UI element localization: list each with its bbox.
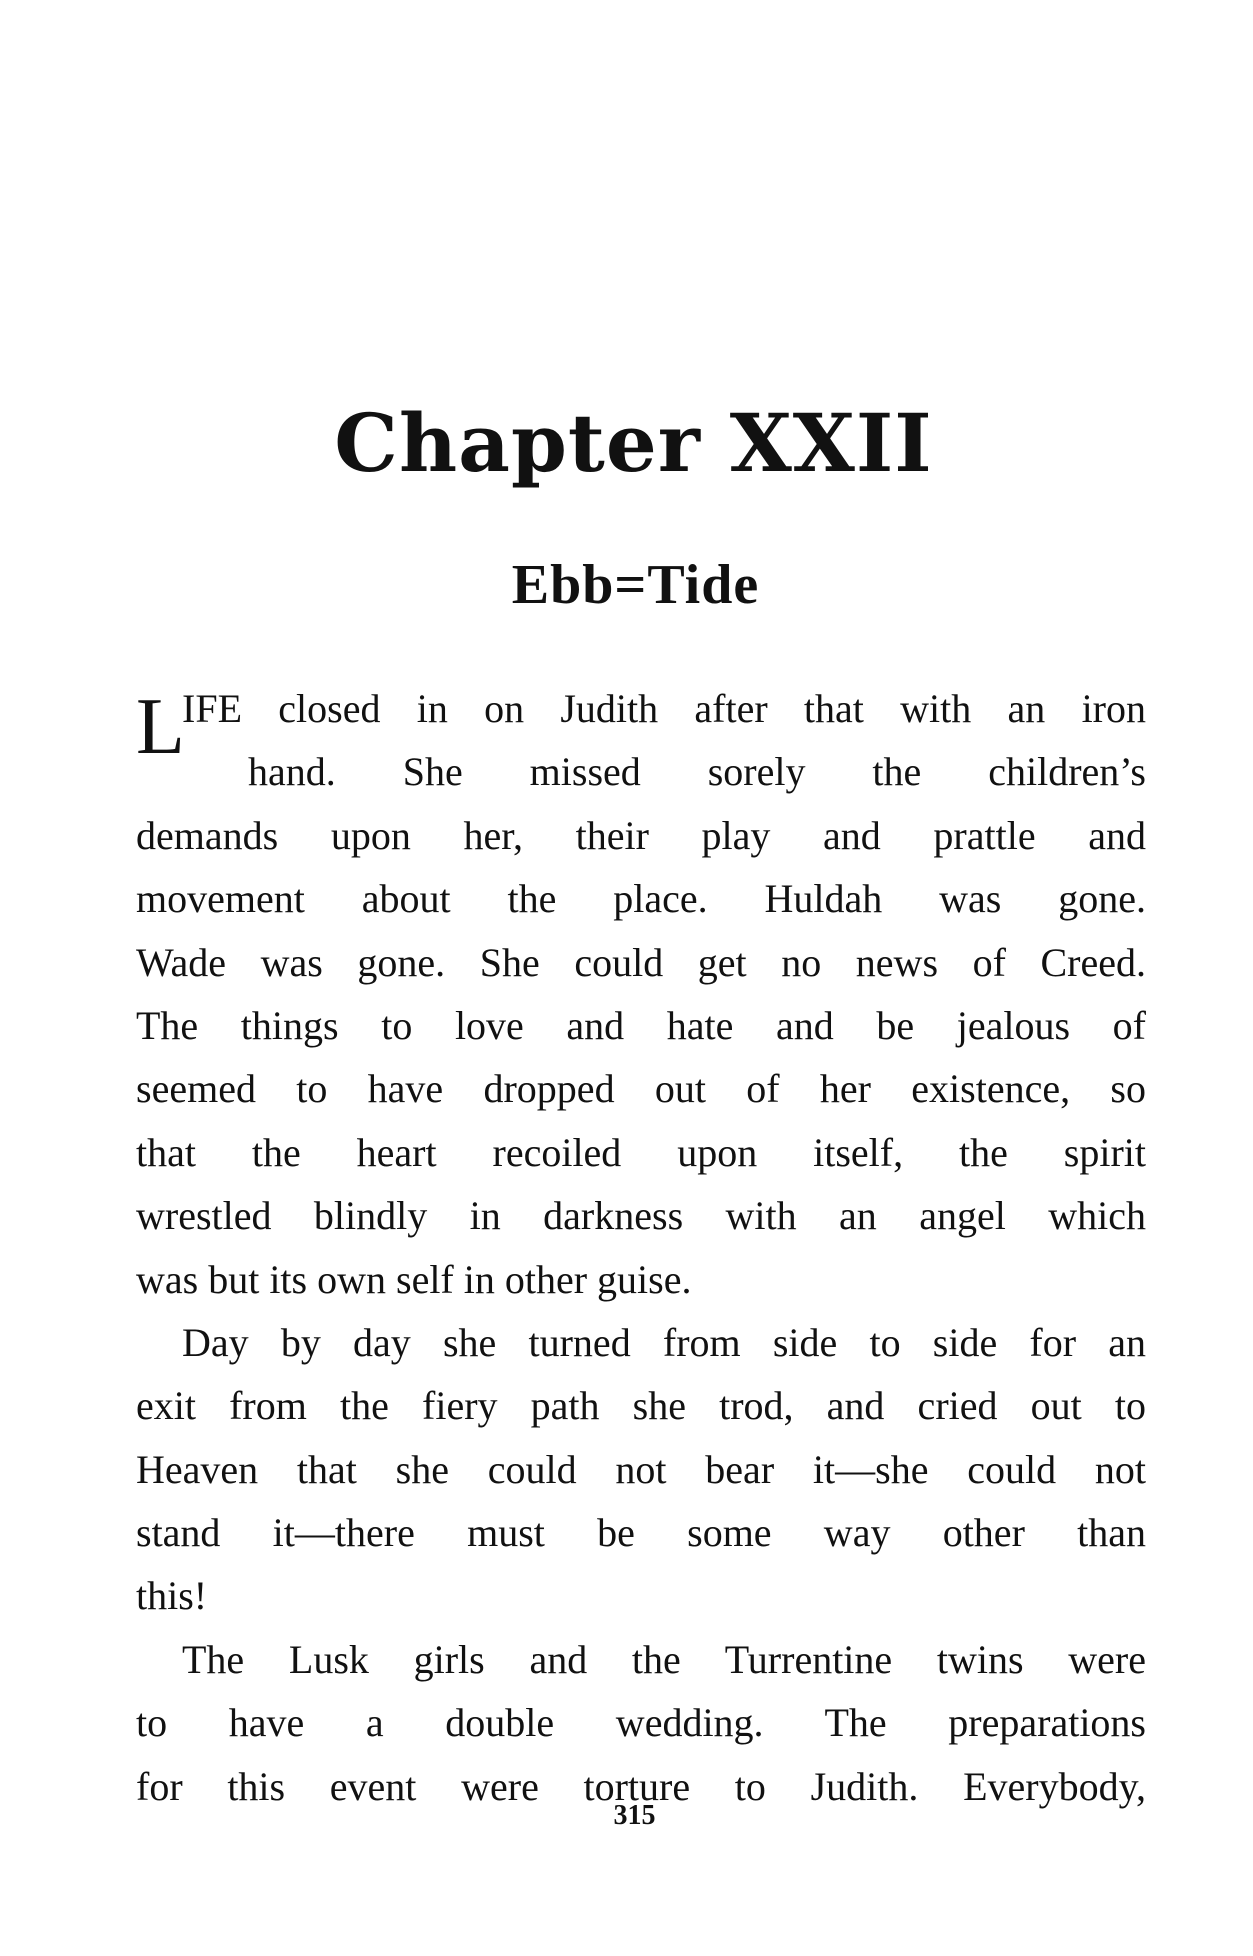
text-line: seemed to have dropped out of her existence, so xyxy=(136,1066,1146,1112)
text-line: this! xyxy=(136,1573,208,1619)
text-line: The things to love and hate and be jealous of xyxy=(136,1002,1146,1048)
text-line: was but its own self in other guise. xyxy=(136,1256,692,1302)
text-line: Day by day she turned from side to side for an xyxy=(182,1319,1146,1365)
text-line: hand. She missed sorely the children’s xyxy=(248,749,1146,795)
chapter-body xyxy=(136,677,1146,1818)
drop-cap: L xyxy=(136,683,185,771)
text-line: stand it—there must be some way other than xyxy=(136,1510,1146,1556)
text-line: Heaven that she could not bear it—she could not xyxy=(136,1446,1146,1492)
text-line: demands upon her, their play and prattle and xyxy=(136,812,1146,858)
text-line: movement about the place. Huldah was gone. xyxy=(136,876,1146,922)
text-line: IFE closed in on Judith after that with an iron xyxy=(182,686,1146,731)
text-line: The Lusk girls and the Turrentine twins were xyxy=(182,1636,1146,1682)
text-line: Wade was gone. She could get no news of Creed. xyxy=(136,939,1146,985)
text-line: to have a double wedding. The preparations xyxy=(136,1700,1146,1746)
text-line: exit from the fiery path she trod, and cried out to xyxy=(136,1383,1146,1429)
chapter-title: Chapter XXII xyxy=(334,396,933,490)
text-line: for this event were torture to Judith. Everybody, xyxy=(136,1763,1146,1809)
text-line: that the heart recoiled upon itself, the spirit xyxy=(136,1129,1146,1175)
page-number: 315 xyxy=(613,1800,656,1831)
text-line: wrestled blindly in darkness with an angel which xyxy=(136,1193,1146,1239)
chapter-subtitle: Ebb=Tide xyxy=(511,554,760,616)
